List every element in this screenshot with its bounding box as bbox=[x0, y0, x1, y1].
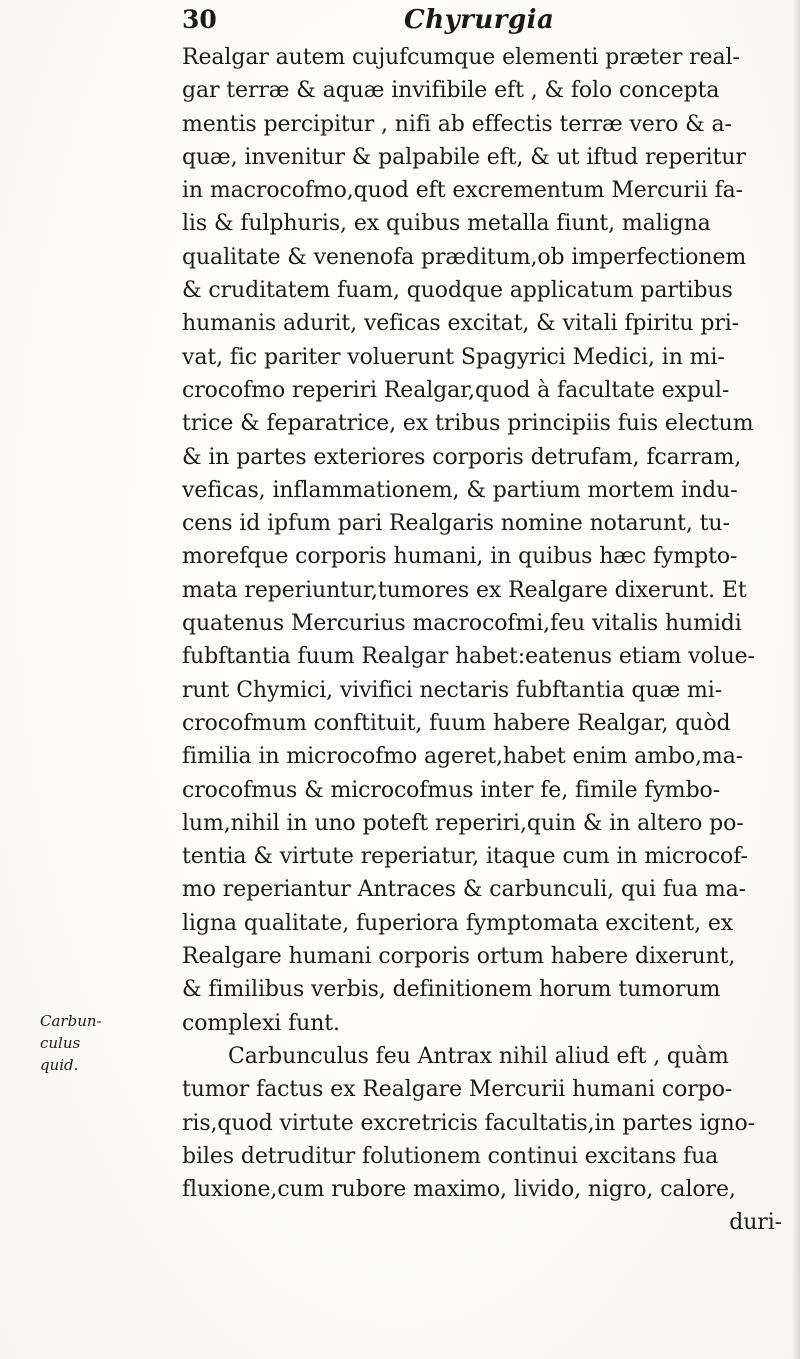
text-line: Realgar autem cujufcumque elementi præter real- bbox=[182, 45, 740, 70]
text-line: gar terræ & aquæ invifibile eft , & folo concepta bbox=[182, 78, 720, 104]
text-line: runt Chymici, vivifici nectaris fubftantia quæ mi- bbox=[182, 677, 723, 703]
text-line: crocofmus & microcofmus inter fe, fimile fymbo- bbox=[182, 777, 721, 803]
text-line: & in partes exteriores corporis detrufam, fcarram, bbox=[182, 444, 742, 470]
page-number: 30 bbox=[182, 5, 217, 34]
margin-note-line: culus bbox=[40, 1034, 81, 1052]
text-line: crocofmum conftituit, fuum habere Realgar, quòd bbox=[182, 710, 731, 736]
text-line: morefque corporis humani, in quibus hæc fympto- bbox=[182, 544, 738, 570]
text-line: fluxione,cum rubore maximo, livido, nigro, calore, bbox=[182, 1177, 736, 1203]
text-line: mentis percipitur , nifi ab effectis terræ vero & a- bbox=[182, 111, 732, 137]
running-head: Chyrurgia bbox=[404, 5, 555, 35]
text-line: vat, fic pariter voluerunt Spagyrici Medici, in mi- bbox=[182, 344, 725, 370]
text-line: complexi funt. bbox=[182, 1010, 340, 1036]
text-line: cens id ipfum pari Realgaris nomine notarunt, tu- bbox=[182, 511, 730, 537]
text-line: fubftantia fuum Realgar habet:eatenus etiam volue- bbox=[182, 644, 755, 670]
text-line: Carbunculus feu Antrax nihil aliud eft , quàm bbox=[228, 1043, 729, 1069]
text-line: Realgare humani corporis ortum habere dixerunt, bbox=[182, 944, 736, 970]
text-line: in macrocofmo,quod eft excrementum Mercurii fa- bbox=[182, 178, 743, 204]
text-line: fimilia in microcofmo ageret,habet enim ambo,ma- bbox=[182, 744, 744, 770]
text-line: qualitate & venenofa præditum,ob imperfectionem bbox=[182, 244, 747, 270]
text-line: trice & feparatrice, ex tribus principiis fuis electum bbox=[182, 411, 754, 437]
text-line: mata reperiuntur,tumores ex Realgare dixerunt. Et bbox=[182, 577, 747, 603]
page-edge-shadow bbox=[792, 0, 800, 1359]
text-line: biles detruditur folutionem continui excitans fua bbox=[182, 1143, 719, 1169]
catchword: duri- bbox=[729, 1210, 782, 1236]
margin-note-line: Carbun- bbox=[40, 1012, 102, 1030]
text-line: & cruditatem fuam, quodque applicatum partibus bbox=[182, 278, 733, 304]
text-line: ris,quod virtute excretricis facultatis,in partes igno- bbox=[182, 1110, 755, 1136]
text-line: quæ, invenitur & palpabile eft, & ut iftud reperitur bbox=[182, 144, 746, 170]
text-line: ligna qualitate, fuperiora fymptomata excitent, ex bbox=[182, 910, 734, 936]
body-text bbox=[182, 41, 794, 1240]
text-line: crocofmo reperiri Realgar,quod à facultate expul- bbox=[182, 377, 730, 403]
text-line: quatenus Mercurius macrocofmi,feu vitalis humidi bbox=[182, 611, 742, 637]
margin-note bbox=[40, 1010, 150, 1076]
text-line: tumor factus ex Realgare Mercurii humani corpo- bbox=[182, 1077, 733, 1103]
text-line: lum,nihil in uno poteft reperiri,quin & in altero po- bbox=[182, 810, 744, 836]
text-line: lis & fulphuris, ex quibus metalla fiunt, maligna bbox=[182, 211, 711, 237]
text-line: veficas, inflammationem, & partium mortem indu- bbox=[182, 477, 738, 503]
text-line: humanis adurit, veficas excitat, & vitali fpiritu pri- bbox=[182, 311, 740, 337]
text-line: mo reperiantur Antraces & carbunculi, qui fua ma- bbox=[182, 877, 746, 903]
text-line: & fimilibus verbis, definitionem horum tumorum bbox=[182, 977, 721, 1003]
margin-note-line: quid. bbox=[40, 1056, 79, 1074]
page-header bbox=[182, 2, 782, 38]
text-line: tentia & virtute reperiatur, itaque cum in microcof- bbox=[182, 844, 748, 870]
